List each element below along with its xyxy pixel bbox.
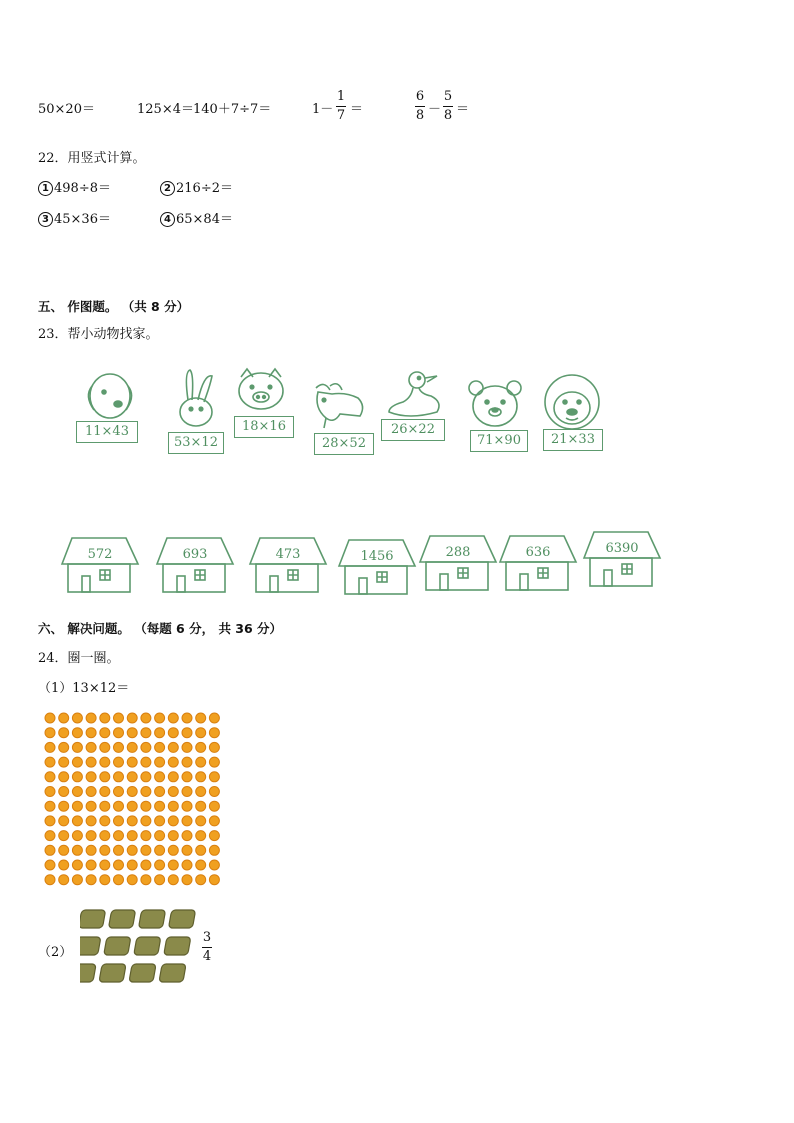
brick [164, 937, 191, 955]
flower-dot [196, 831, 206, 841]
brick-group [80, 908, 202, 990]
expr-equals: ＝ [350, 102, 364, 117]
flower-dot [59, 875, 69, 885]
fraction-3-4 [202, 930, 212, 965]
animal-sign-goat: 28×52 [314, 433, 374, 455]
animal-sign-monkey: 21×33 [543, 429, 603, 451]
flower-dot [86, 742, 96, 752]
duck-icon [383, 368, 453, 424]
flower-dot [114, 860, 124, 870]
house-2 [155, 536, 235, 598]
flower-dot [86, 772, 96, 782]
flower-dot [86, 801, 96, 811]
rabbit-icon [164, 366, 229, 440]
flower-dot [155, 816, 165, 826]
flower-dot [100, 757, 110, 767]
flower-dot [100, 845, 110, 855]
flower-dot [86, 831, 96, 841]
fraction-denominator: 7 [336, 108, 346, 123]
flower-dot [45, 757, 55, 767]
flower-dot [86, 816, 96, 826]
circled-number: 3 [38, 212, 53, 227]
animal-sign-bear: 71×90 [470, 430, 528, 452]
flower-dot [72, 772, 82, 782]
section-5-title: 五、 作图题。 （共 8 分） [38, 299, 190, 314]
flower-dot [114, 787, 124, 797]
house-number: 693 [182, 547, 208, 562]
flower-dot [100, 860, 110, 870]
animal-sign-duck: 26×22 [381, 419, 445, 441]
flower-dot [59, 787, 69, 797]
expr-125x4: 125×4＝ [137, 102, 194, 117]
flower-dot [86, 860, 96, 870]
q22-item-1: 1 498÷8＝ [38, 177, 111, 196]
flower-dot [86, 713, 96, 723]
flower-dot [72, 713, 82, 723]
flower-dot-grid [44, 712, 228, 892]
brick [80, 964, 96, 982]
flower-dot [72, 860, 82, 870]
flower-dot [141, 728, 151, 738]
flower-dot [182, 831, 192, 841]
brick [134, 937, 161, 955]
animal-sign-dog: 11×43 [76, 421, 138, 443]
flower-dot [127, 787, 137, 797]
flower-dot [45, 728, 55, 738]
flower-dot [196, 875, 206, 885]
brick [80, 937, 101, 955]
brick [104, 937, 131, 955]
flower-dot [127, 801, 137, 811]
flower-dot [155, 831, 165, 841]
flower-dot [45, 875, 55, 885]
flower-dot [182, 845, 192, 855]
flower-dot [59, 742, 69, 752]
flower-dot [141, 860, 151, 870]
flower-dot [141, 875, 151, 885]
flower-dot [127, 845, 137, 855]
flower-dot [209, 816, 219, 826]
fraction-6-8 [415, 89, 425, 124]
flower-dot [127, 728, 137, 738]
circled-number: 4 [160, 212, 175, 227]
animal-sign-rabbit: 53×12 [168, 432, 224, 454]
flower-dot [155, 875, 165, 885]
flower-dot [196, 713, 206, 723]
flower-dot [168, 860, 178, 870]
flower-dot [155, 801, 165, 811]
flower-dot [59, 816, 69, 826]
brick [138, 910, 165, 928]
brick [99, 964, 126, 982]
flower-dot [100, 713, 110, 723]
flower-dot [72, 816, 82, 826]
flower-dot [86, 728, 96, 738]
flower-dot [209, 742, 219, 752]
house-4 [337, 538, 417, 600]
flower-dot [127, 816, 137, 826]
flower-dot [114, 728, 124, 738]
flower-dot [155, 860, 165, 870]
flower-dot [100, 831, 110, 841]
flower-dot [59, 772, 69, 782]
flower-dot [127, 757, 137, 767]
flower-dot [114, 831, 124, 841]
flower-dot [100, 816, 110, 826]
q22-item-4: 4 65×84＝ [160, 208, 233, 227]
flower-dot [182, 713, 192, 723]
flower-dot [72, 831, 82, 841]
fraction-numerator: 6 [415, 89, 425, 104]
flower-dot [72, 875, 82, 885]
flower-dot [182, 742, 192, 752]
flower-dot [209, 831, 219, 841]
flower-dot [114, 772, 124, 782]
expr-equals: ＝ [456, 102, 470, 117]
flower-dot [196, 816, 206, 826]
q22-item-3: 3 45×36＝ [38, 208, 111, 227]
flower-dot [141, 831, 151, 841]
flower-dot [72, 728, 82, 738]
flower-dot [168, 816, 178, 826]
flower-dot [59, 831, 69, 841]
flower-dot [168, 772, 178, 782]
q22-title: 22．用竖式计算。 [38, 151, 146, 166]
flower-dot [45, 831, 55, 841]
flower-dot [209, 845, 219, 855]
house-1 [60, 536, 140, 598]
house-3 [248, 536, 328, 598]
house-number: 572 [87, 547, 113, 562]
flower-dot [182, 772, 192, 782]
flower-dot [182, 801, 192, 811]
house-number: 6390 [605, 541, 639, 556]
flower-dot [100, 875, 110, 885]
flower-dot [155, 845, 165, 855]
bear-icon [466, 378, 526, 438]
house-number: 473 [275, 547, 301, 562]
flower-dot [86, 757, 96, 767]
flower-dot [127, 772, 137, 782]
q23-title: 23．帮小动物找家。 [38, 327, 159, 342]
flower-dot [155, 742, 165, 752]
flower-dot [141, 742, 151, 752]
minus-sign: － [428, 102, 442, 117]
pig-icon [233, 367, 293, 421]
flower-dot [196, 801, 206, 811]
expr-140-7-7: 140＋7÷7＝ [193, 102, 272, 117]
flower-dot [45, 816, 55, 826]
flower-dot [114, 757, 124, 767]
flower-dot [209, 757, 219, 767]
flower-dot [168, 831, 178, 841]
circled-number: 1 [38, 181, 53, 196]
flower-dot [45, 713, 55, 723]
flower-dot [209, 860, 219, 870]
flower-dot [86, 875, 96, 885]
flower-dot [127, 875, 137, 885]
flower-dot [100, 801, 110, 811]
flower-dot [196, 757, 206, 767]
brick [129, 964, 156, 982]
flower-dot [155, 713, 165, 723]
section-6-title: 六、 解决问题。 （每题 6 分， 共 36 分） [38, 621, 283, 636]
flower-dot [168, 742, 178, 752]
flower-dot [114, 713, 124, 723]
fraction-denominator: 8 [415, 108, 425, 123]
flower-dot [168, 845, 178, 855]
q22-item-2: 2 216÷2＝ [160, 177, 233, 196]
fraction-denominator: 4 [202, 949, 212, 964]
flower-dot [209, 787, 219, 797]
flower-dot [155, 787, 165, 797]
flower-dot [127, 831, 137, 841]
fraction-numerator: 3 [202, 930, 212, 945]
flower-dot [45, 801, 55, 811]
flower-dot [209, 728, 219, 738]
flower-dot [168, 801, 178, 811]
flower-dot [141, 801, 151, 811]
flower-dot [155, 772, 165, 782]
flower-dot [155, 728, 165, 738]
flower-dot [182, 875, 192, 885]
flower-dot [127, 860, 137, 870]
flower-dot [100, 787, 110, 797]
flower-dot [196, 787, 206, 797]
fraction-numerator: 1 [336, 89, 346, 104]
flower-dot [141, 772, 151, 782]
brick [159, 964, 186, 982]
house-number: 636 [525, 545, 551, 560]
circled-number: 2 [160, 181, 175, 196]
flower-dot [141, 816, 151, 826]
q24-part1: （1）13×12＝ [38, 681, 130, 696]
flower-dot [59, 757, 69, 767]
fraction-1-7 [336, 89, 346, 124]
flower-dot [141, 757, 151, 767]
fraction-5-8 [443, 89, 453, 124]
flower-dot [168, 713, 178, 723]
flower-dot [114, 845, 124, 855]
flower-dot [127, 742, 137, 752]
fraction-denominator: 8 [443, 108, 453, 123]
goat-icon [306, 378, 376, 438]
flower-dot [59, 728, 69, 738]
flower-dot [114, 816, 124, 826]
flower-dot [182, 816, 192, 826]
flower-dot [72, 742, 82, 752]
flower-dot [209, 875, 219, 885]
flower-dot [196, 772, 206, 782]
flower-dot [196, 742, 206, 752]
flower-dot [168, 875, 178, 885]
flower-dot [59, 801, 69, 811]
flower-dot [141, 845, 151, 855]
flower-dot [182, 757, 192, 767]
flower-dot [196, 860, 206, 870]
house-number: 1456 [360, 549, 394, 564]
flower-dot [141, 713, 151, 723]
flower-dot [100, 772, 110, 782]
flower-dot [59, 713, 69, 723]
brick [168, 910, 195, 928]
brick [80, 910, 106, 928]
flower-dot [141, 787, 151, 797]
flower-dot [168, 757, 178, 767]
q24-part2-label: （2） [38, 945, 73, 960]
flower-dot [182, 728, 192, 738]
flower-dot [209, 713, 219, 723]
expr-50x20: 50×20＝ [38, 102, 95, 117]
flower-dot [86, 845, 96, 855]
flower-dot [72, 845, 82, 855]
flower-dot [72, 757, 82, 767]
flower-dot [45, 742, 55, 752]
flower-dot [209, 801, 219, 811]
house-5 [418, 534, 498, 596]
flower-dot [86, 787, 96, 797]
flower-dot [72, 801, 82, 811]
animal-sign-pig: 18×16 [234, 416, 294, 438]
flower-dot [114, 742, 124, 752]
flower-dot [114, 875, 124, 885]
flower-dot [196, 845, 206, 855]
flower-dot [72, 787, 82, 797]
expr-one-minus-prefix: 1－ [312, 102, 334, 117]
house-6 [498, 534, 578, 596]
flower-dot [59, 860, 69, 870]
flower-dot [59, 845, 69, 855]
flower-dot [155, 757, 165, 767]
flower-dot [168, 787, 178, 797]
house-number: 288 [445, 545, 471, 560]
flower-dot [182, 860, 192, 870]
flower-dot [209, 772, 219, 782]
flower-dot [114, 801, 124, 811]
flower-dot [100, 742, 110, 752]
brick [108, 910, 135, 928]
flower-dot [100, 728, 110, 738]
flower-dot [168, 728, 178, 738]
flower-dot [45, 787, 55, 797]
q24-title: 24．圈一圈。 [38, 651, 120, 666]
flower-dot [45, 845, 55, 855]
house-7 [582, 530, 662, 592]
flower-dot [45, 772, 55, 782]
flower-dot [45, 860, 55, 870]
flower-dot [196, 728, 206, 738]
fraction-numerator: 5 [443, 89, 453, 104]
flower-dot [127, 713, 137, 723]
flower-dot [182, 787, 192, 797]
